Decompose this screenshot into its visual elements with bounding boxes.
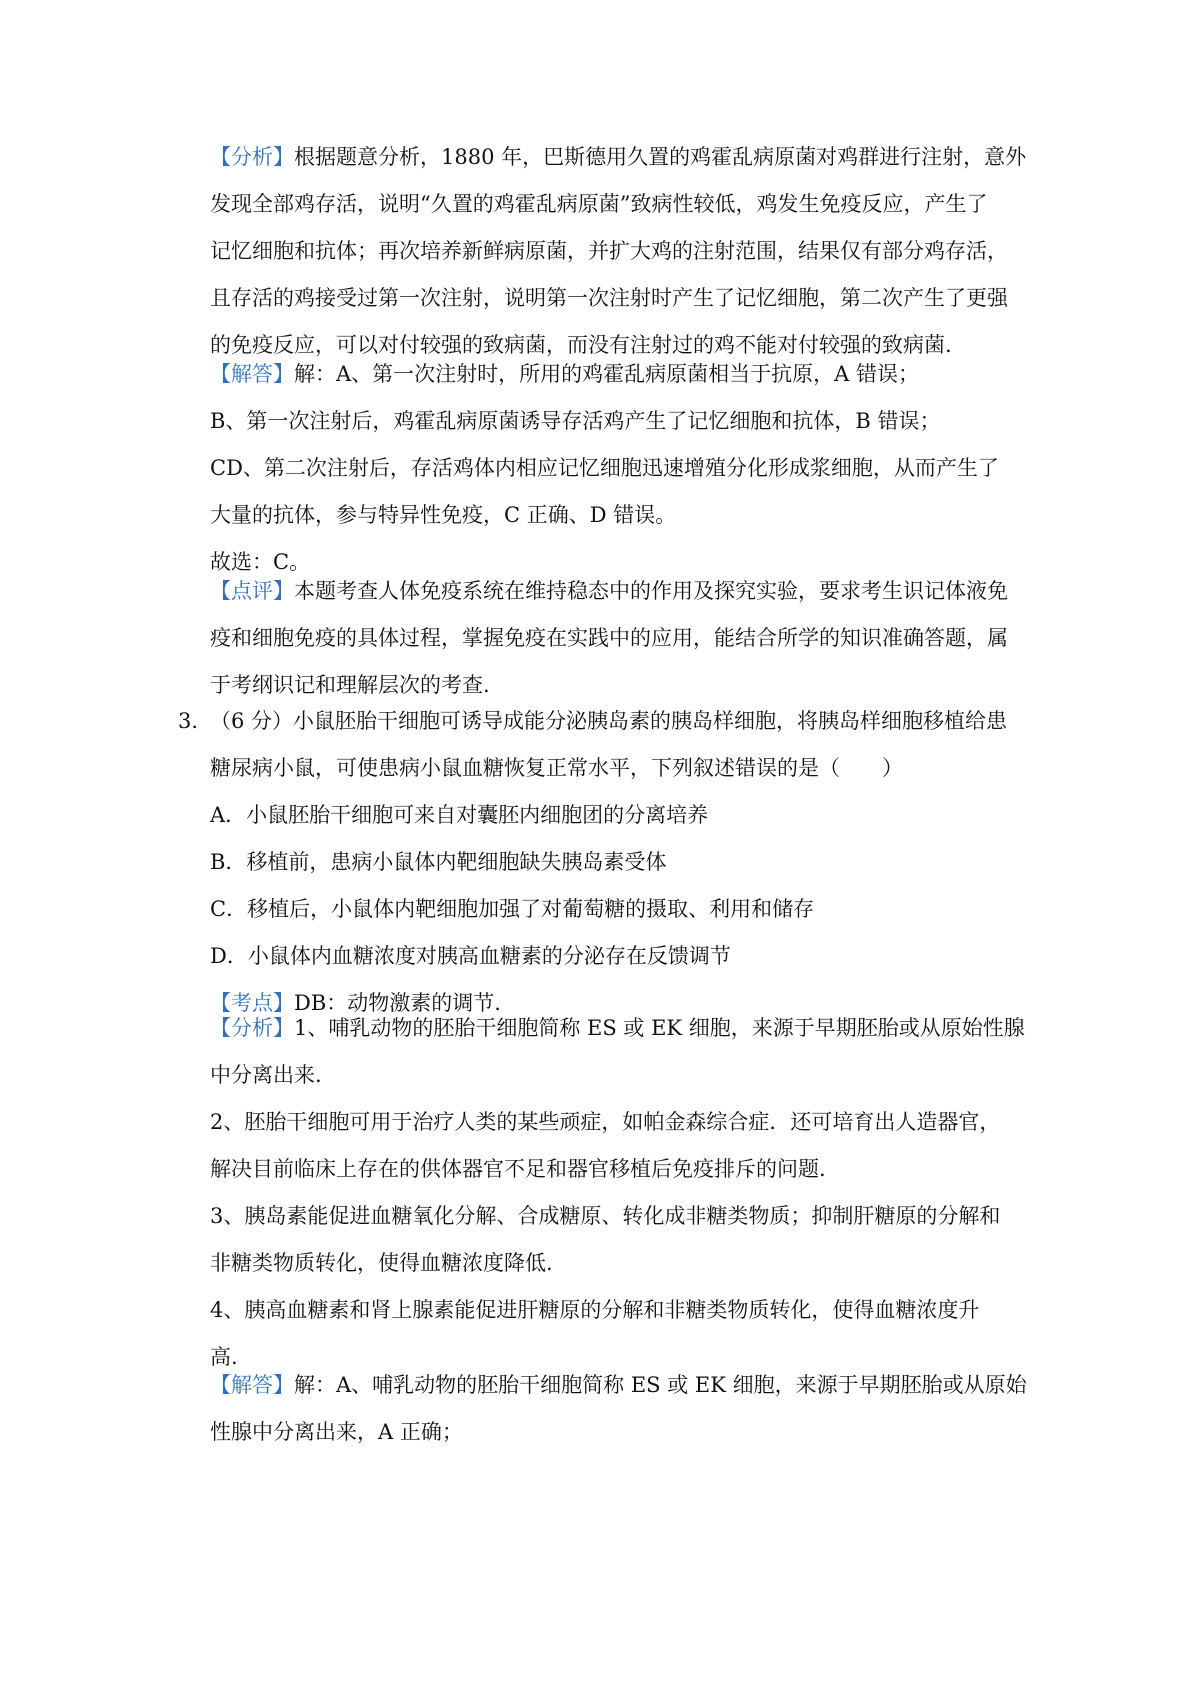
answer-line: [210, 351, 1020, 398]
question-stem-line: （6 分）小鼠胚胎干细胞可诱导成能分泌胰岛素的胰岛样细胞，将胰岛样细胞移植给患: [210, 709, 1008, 733]
answer-section-q3: [210, 1362, 1027, 1456]
answer-text: 解：A、哺乳动物的胚胎干细胞简称 ES 或 EK 细胞，来源于早期胚胎或从原始: [294, 1373, 1027, 1397]
answer-line: 性腺中分离出来，A 正确；: [210, 1420, 463, 1444]
question-stem-line: 糖尿病小鼠，可使患病小鼠血糖恢复正常水平，下列叙述错误的是（ ）: [210, 756, 903, 780]
analysis-line: 发现全部鸡存活，说明“久置的鸡霍乱病原菌”致病性较低，鸡发生免疫反应，产生了: [210, 192, 988, 216]
analysis-line: 解决目前临床上存在的供体器官不足和器官移植后免疫排斥的问题.: [210, 1157, 826, 1181]
option-d: D．小鼠体内血糖浓度对胰高血糖素的分泌存在反馈调节: [210, 944, 731, 968]
analysis-line: 2、胚胎干细胞可用于治疗人类的某些顽症，如帕金森综合症．还可培育出人造器官，: [210, 1110, 1001, 1134]
comment-line: 于考纲识记和理解层次的考查.: [210, 673, 490, 697]
answer-section-q2: [210, 351, 1020, 586]
analysis-line: [210, 134, 1027, 181]
answer-tag: 【解答】: [210, 1373, 294, 1397]
analysis-tag: 【分析】: [210, 1016, 294, 1040]
analysis-line: 中分离出来.: [210, 1063, 322, 1087]
comment-tag: 【点评】: [210, 579, 294, 603]
answer-line: 大量的抗体，参与特异性免疫，C 正确、D 错误。: [210, 503, 677, 527]
analysis-section-q3: [210, 1005, 1025, 1381]
answer-line: B、第一次注射后，鸡霍乱病原菌诱导存活鸡产生了记忆细胞和抗体，B 错误；: [210, 409, 941, 433]
kaodian-text: DB：动物激素的调节.: [294, 991, 501, 1015]
analysis-line: 的免疫反应，可以对付较强的致病菌，而没有注射过的鸡不能对付较强的致病菌.: [210, 333, 952, 357]
analysis-line: 高.: [210, 1345, 238, 1369]
analysis-line: 记忆细胞和抗体；再次培养新鲜病原菌，并扩大鸡的注射范围，结果仅有部分鸡存活，: [210, 239, 1008, 263]
analysis-text: 根据题意分析，1880 年，巴斯德用久置的鸡霍乱病原菌对鸡群进行注射，意外: [294, 145, 1027, 169]
comment-section-q2: [210, 568, 1020, 709]
analysis-line: [210, 1005, 1025, 1052]
answer-line: [210, 1362, 1027, 1409]
comment-line: [210, 568, 1020, 615]
option-c: C．移植后，小鼠体内靶细胞加强了对葡萄糖的摄取、利用和储存: [210, 897, 815, 921]
kaodian-tag: 【考点】: [210, 991, 294, 1015]
analysis-line: 3、胰岛素能促进血糖氧化分解、合成糖原、转化成非糖类物质；抑制肝糖原的分解和: [210, 1204, 1001, 1228]
option-a: A．小鼠胚胎干细胞可来自对囊胚内细胞团的分离培养: [210, 803, 709, 827]
answer-tag: 【解答】: [210, 362, 294, 386]
analysis-line: 4、胰高血糖素和肾上腺素能促进肝糖原的分解和非糖类物质转化，使得血糖浓度升: [210, 1298, 980, 1322]
analysis-tag: 【分析】: [210, 145, 294, 169]
question-number: 3.: [178, 709, 199, 733]
analysis-text: 1、哺乳动物的胚胎干细胞简称 ES 或 EK 细胞，来源于早期胚胎或从原始性腺: [294, 1016, 1025, 1040]
analysis-line: 且存活的鸡接受过第一次注射，说明第一次注射时产生了记忆细胞，第二次产生了更强: [210, 286, 1008, 310]
question-3: [210, 698, 1020, 1027]
comment-text: 本题考查人体免疫系统在维持稳态中的作用及探究实验，要求考生识记体液免: [294, 579, 1008, 603]
answer-text: 解：A、第一次注射时，所用的鸡霍乱病原菌相当于抗原，A 错误；: [294, 362, 920, 386]
analysis-section-q2: [210, 134, 1027, 369]
answer-line: 故选：C。: [210, 550, 311, 574]
answer-line: CD、第二次注射后，存活鸡体内相应记忆细胞迅速增殖分化形成浆细胞，从而产生了: [210, 456, 999, 480]
analysis-line: 非糖类物质转化，使得血糖浓度降低.: [210, 1251, 553, 1275]
option-b: B．移植前，患病小鼠体内靶细胞缺失胰岛素受体: [210, 850, 667, 874]
comment-line: 疫和细胞免疫的具体过程，掌握免疫在实践中的应用，能结合所学的知识准确答题，属: [210, 626, 1008, 650]
